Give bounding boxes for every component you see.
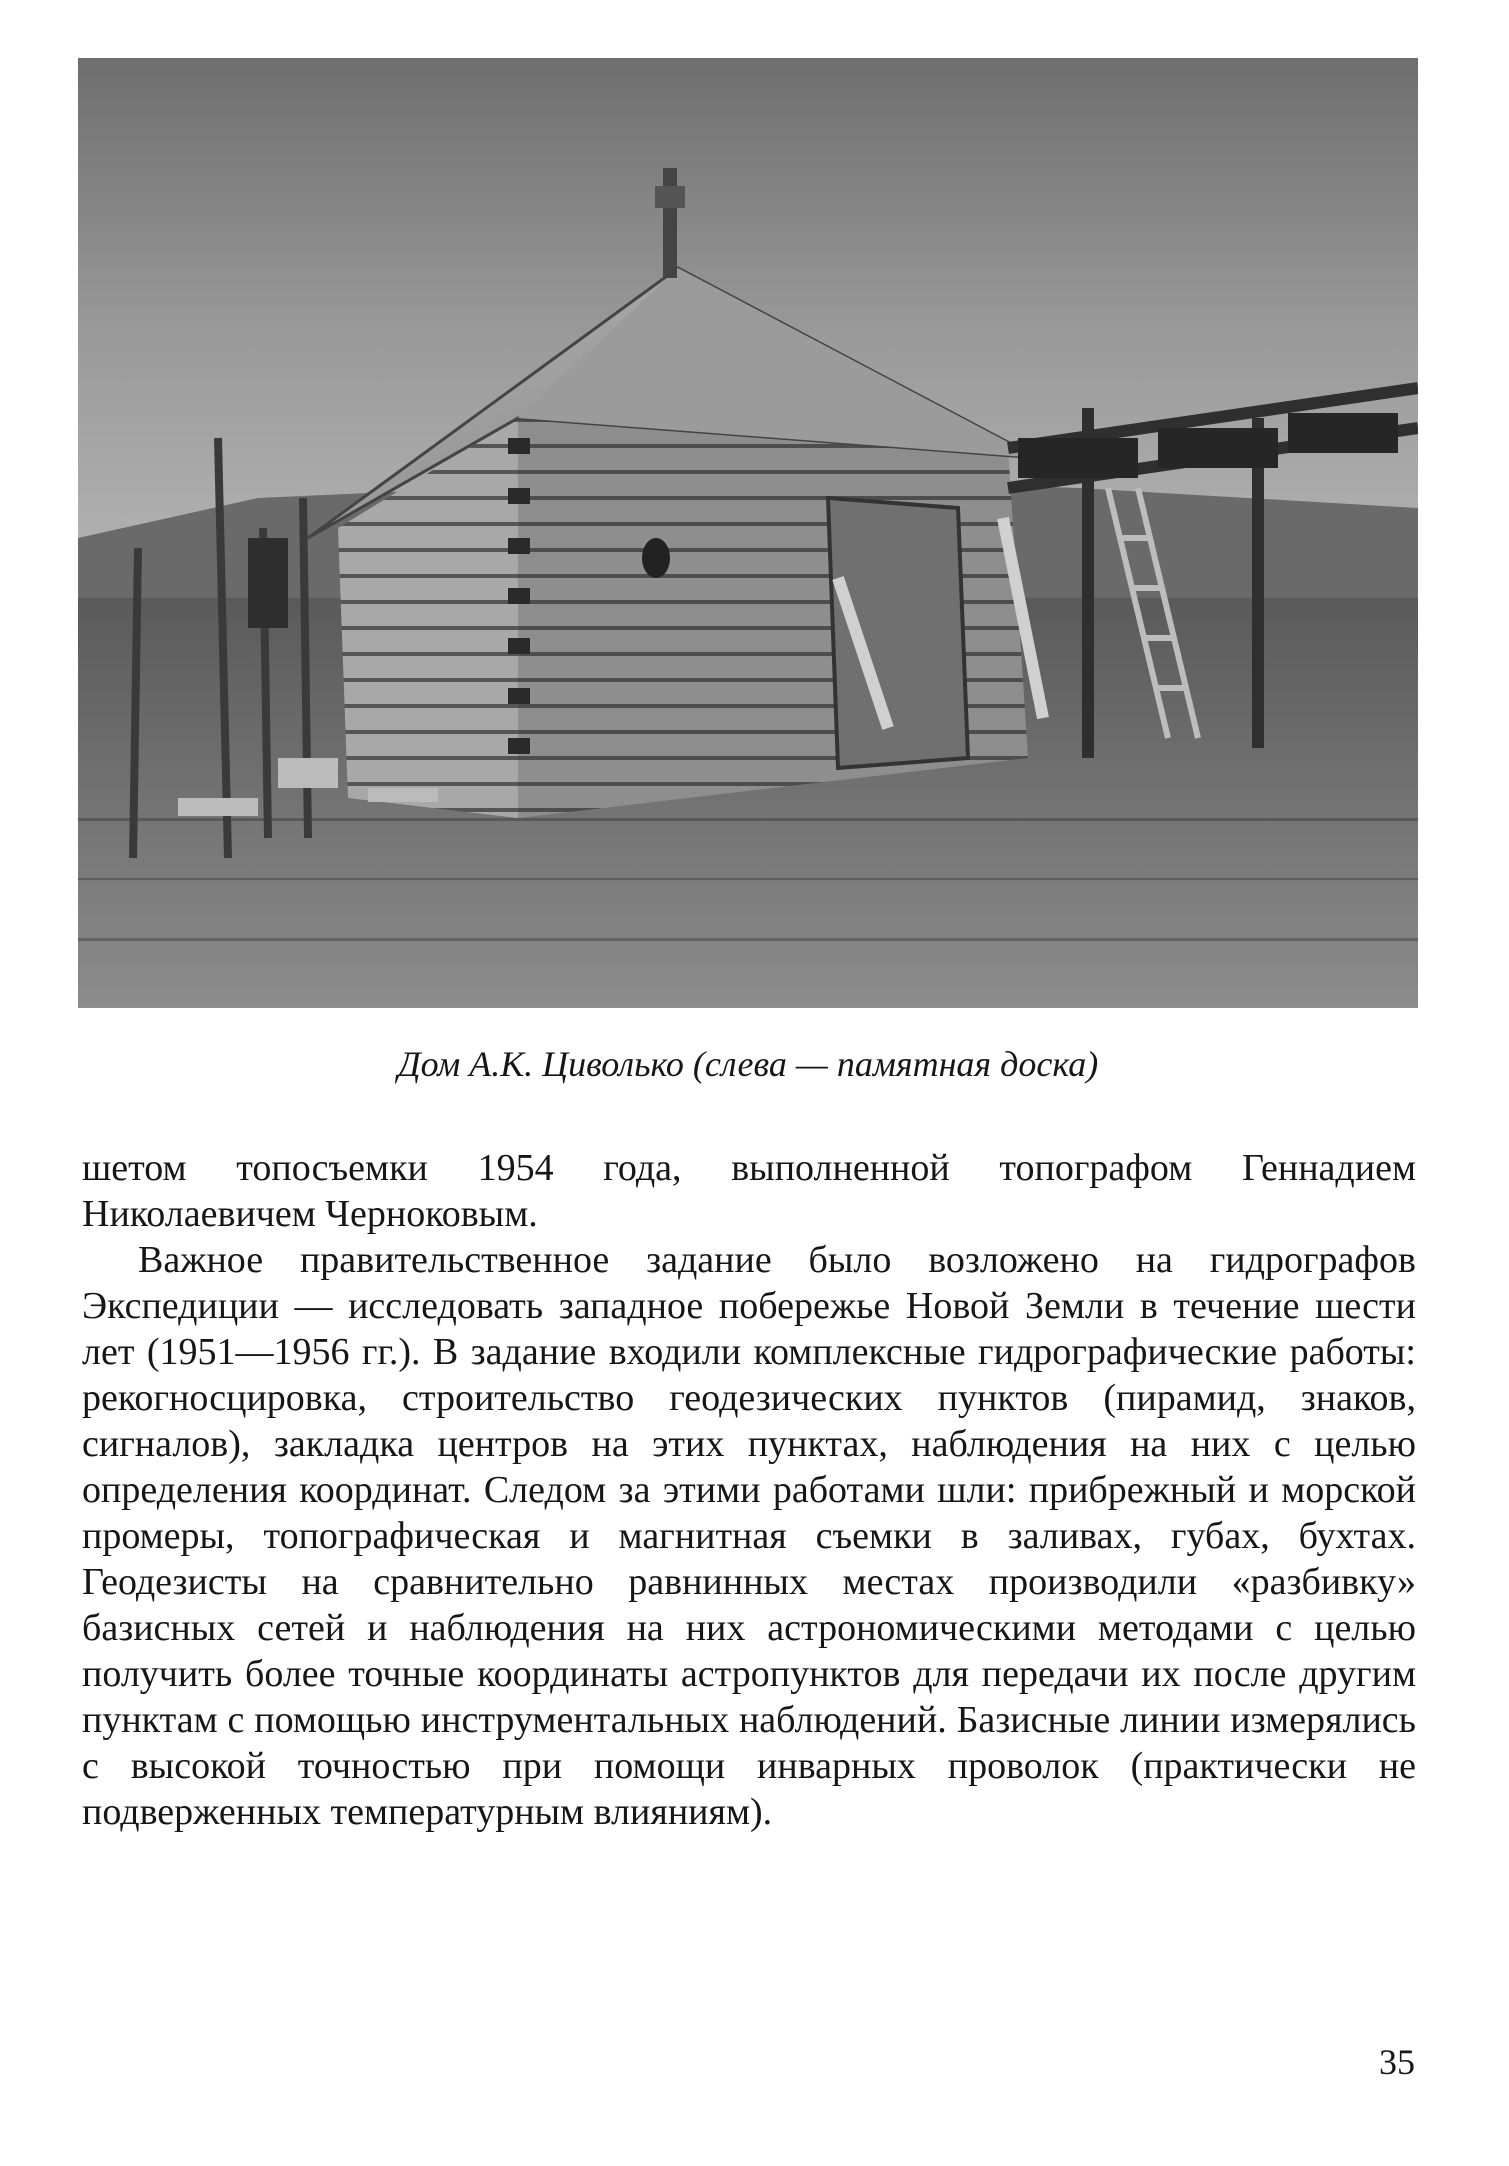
page-number: 35 [1379, 2042, 1415, 2082]
house-photo [78, 58, 1418, 1008]
body-text [82, 1145, 1416, 1835]
figure-caption: Дом А.К. Циволько (слева — памятная доска) [397, 1044, 1099, 1084]
photo-house-icon [78, 58, 1418, 1008]
paragraph-main: Важное правительственное задание было возложено на гидрографов Экспедиции — исследовать западное побережье Новой Земли в течение шести лет (1951—1956 гг.). В задание входили комплексные гидрографические работы: рекогносцировка, строительство геодезических пунктов (пирамид, знаков, сигналов), закладка центров на этих пунктах, наблюдения на них с целью определения координат. Следом за этими работами шли: прибрежный и морской промеры, топографическая и магнитная съемки в заливах, губах, бухтах. Геодезисты на сравнительно равнинных местах производили «разбивку» базисных сетей и наблюдения на них астрономическими методами с целью получить более точные координаты астропунктов для передачи их после другим пунктам с помощью инструментальных наблюдений. Базисные линии измерялись с высокой точностью при помощи инварных проволок (практически не подверженных температурным влияниям). [82, 1239, 1416, 1833]
paragraph-continuation: шетом топосъемки 1954 года, выполненной топографом Геннадием Николаевичем Черноковым. [82, 1147, 1416, 1235]
